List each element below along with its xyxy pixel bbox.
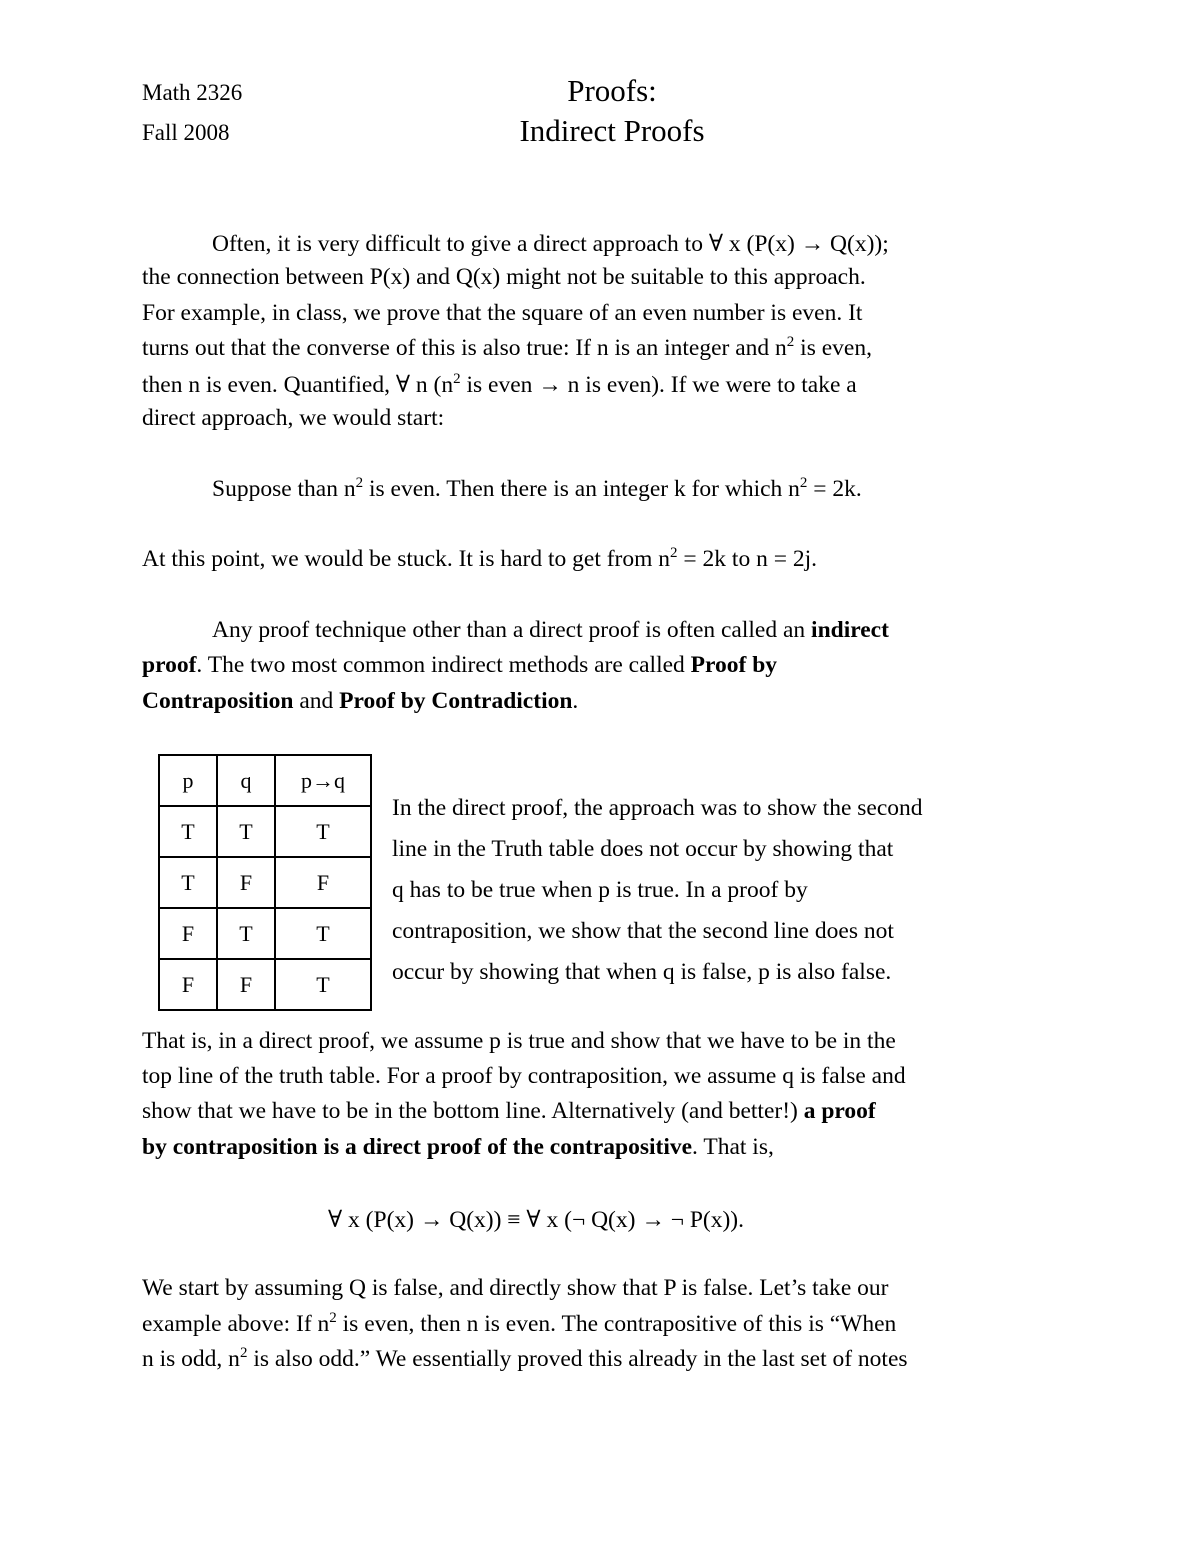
truth-table-cell: T [275, 959, 371, 1010]
title-line-2: Indirect Proofs [519, 113, 705, 148]
para4-line-2: example above: If $n^2$ is even, then n is even. The contrapositive of this is “When [142, 1310, 897, 1337]
side-text-line-5: occur by showing that when q is false, p is also false. [392, 959, 892, 985]
para1-line-2: the connection between P(x) and Q(x) might not be suitable to this approach. [142, 264, 866, 290]
side-text-line-2: line in the Truth table does not occur by showing that [392, 836, 894, 862]
truth-table-cell: T [275, 806, 371, 857]
truth-table-cell: T [275, 908, 371, 959]
side-text-line-3: q has to be true when p is true. In a proof by [392, 877, 808, 903]
truth-table-header-row [159, 755, 371, 806]
para2-line-2: proof. The two most common indirect methods are called Proof by [142, 652, 778, 678]
truth-table-cell: F [159, 959, 217, 1010]
para2-line-3: Contraposition and Proof by Contradiction. [142, 688, 579, 714]
suppose-line: Suppose than $n^2$ is even. Then there is an integer k for which $n^2 = 2k$. [212, 475, 862, 502]
stuck-line: At this point, we would be stuck. It is hard to get from $n^2 = 2k$ to n = 2j. [142, 545, 817, 572]
para2-line-1: Any proof technique other than a direct proof is often called an indirect [212, 617, 889, 643]
truth-table-header-p: p [159, 755, 217, 806]
para4-line-1: We start by assuming Q is false, and directly show that P is false. Let’s take our [142, 1275, 889, 1301]
para1-line-6: direct approach, we would start: [142, 405, 445, 431]
truth-table-row [159, 908, 371, 959]
truth-table-cell: T [217, 806, 275, 857]
truth-table-row [159, 959, 371, 1010]
truth-table-header-q: q [217, 755, 275, 806]
truth-table-row [159, 857, 371, 908]
truth-table-cell: F [275, 857, 371, 908]
side-text-line-4: contraposition, we show that the second line does not [392, 918, 894, 944]
truth-table-cell: T [159, 857, 217, 908]
para3-line-1: That is, in a direct proof, we assume p is true and show that we have to be in the [142, 1028, 896, 1054]
truth-table-row [159, 806, 371, 857]
para1-line-3: For example, in class, we prove that the square of an even number is even. It [142, 300, 863, 326]
para3-line-3: show that we have to be in the bottom line. Alternatively (and better!) a proof [142, 1098, 876, 1124]
para3-line-4: by contraposition is a direct proof of the contrapositive. That is, [142, 1134, 774, 1160]
contrapositive-formula: ∀ x (P(x) → Q(x)) ≡ ∀ x (¬ Q(x) → ¬ P(x)). [328, 1207, 744, 1233]
title-line-1: Proofs: [567, 73, 657, 108]
truth-table-cell: F [217, 857, 275, 908]
para3-line-2: top line of the truth table. For a proof by contraposition, we assume q is false and [142, 1063, 906, 1089]
para1-line-1: Often, it is very difficult to give a direct approach to ∀ x (P(x) → Q(x)); [212, 231, 889, 257]
para1-line-4: turns out that the converse of this is also true: If n is an integer and $n^2$ is even, [142, 334, 872, 361]
truth-table-cell: T [217, 908, 275, 959]
truth-table-cell: T [159, 806, 217, 857]
para1-line-5: then n is even. Quantified, ∀ n ($n^2$ is even → n is even). If we were to take a [142, 371, 857, 398]
truth-table [158, 754, 372, 1011]
term-label: Fall 2008 [142, 120, 230, 145]
truth-table-header-implication: p→q [275, 755, 371, 806]
truth-table-cell: F [159, 908, 217, 959]
course-label: Math 2326 [142, 80, 243, 105]
side-text-line-1: In the direct proof, the approach was to show the second [392, 795, 923, 821]
para4-line-3: n is odd, $n^2$ is also odd.” We essentially proved this already in the last set of notes [142, 1345, 908, 1372]
truth-table-cell: F [217, 959, 275, 1010]
